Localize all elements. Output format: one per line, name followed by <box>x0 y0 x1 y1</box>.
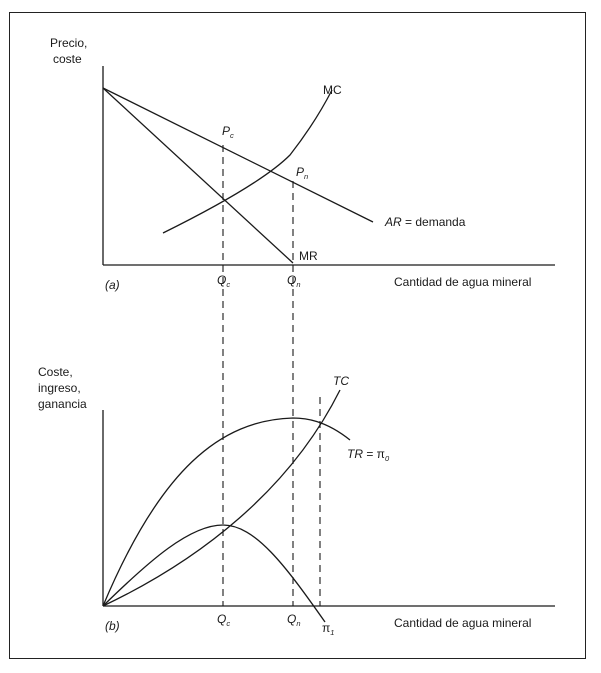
panel-b-y-label-line2: ingreso, <box>38 381 81 395</box>
panel-a-y-label-line1: Precio, <box>50 36 88 50</box>
qc-label-b: $Q_c$ <box>217 612 231 628</box>
panel-b-y-label-line3: ganancia <box>38 397 87 411</box>
pi1-label: $\pi_1$ <box>322 621 335 637</box>
panel-b-tag: (b) <box>105 619 120 633</box>
panel-a-x-label: Cantidad de agua mineral <box>394 275 532 289</box>
ar-demand-line <box>103 88 373 222</box>
panel-a-tag: (a) <box>105 278 120 292</box>
mc-curve <box>163 90 332 233</box>
panel-a <box>50 36 555 292</box>
pc-label: $P_c$ <box>222 124 234 140</box>
panel-b-x-label: Cantidad de agua mineral <box>394 616 532 630</box>
panel-a-y-label-line2: coste <box>53 52 82 66</box>
pn-label: $P_n$ <box>296 165 309 181</box>
tr-curve <box>103 418 350 606</box>
qn-label-a: $Q_n$ <box>287 273 301 289</box>
mr-label: MR <box>299 249 318 263</box>
panel-b-y-label-line1: Coste, <box>38 365 73 379</box>
ar-label: AR = demanda <box>385 215 466 229</box>
tc-curve <box>103 390 340 606</box>
qc-label-a: $Q_c$ <box>217 273 231 289</box>
tr-label: TR = $\pi_0$ <box>347 447 390 463</box>
panel-b <box>38 365 555 637</box>
mc-label: MC <box>323 83 342 97</box>
tc-label: TC <box>333 374 349 388</box>
qn-label-b: $Q_n$ <box>287 612 301 628</box>
